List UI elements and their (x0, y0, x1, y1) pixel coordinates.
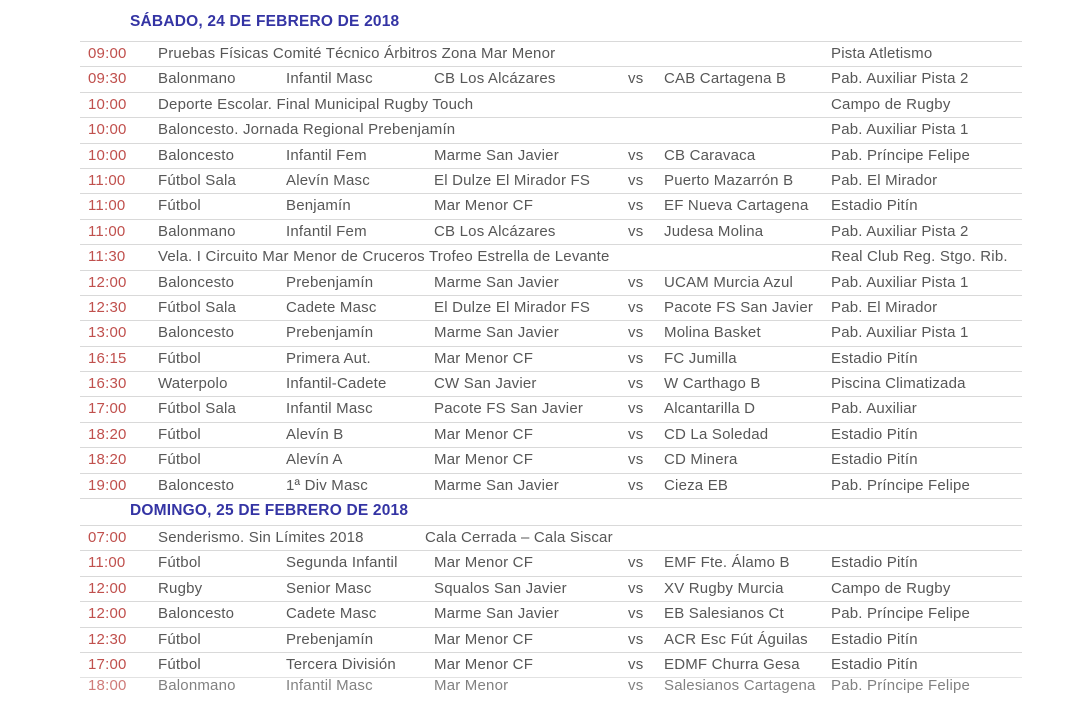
event-venue: Pab. Auxiliar (831, 400, 917, 418)
event-home-team: Mar Menor (434, 677, 509, 695)
event-time: 19:00 (88, 476, 127, 494)
event-category: Infantil Fem (286, 146, 367, 164)
event-category: Infantil Masc (286, 400, 373, 418)
vs-label: vs (628, 375, 644, 393)
vs-label: vs (628, 451, 644, 469)
event-sport: Fútbol (158, 197, 201, 215)
event-description: Baloncesto. Jornada Regional Prebenjamín (158, 121, 456, 139)
event-category: Prebenjamín (286, 630, 374, 648)
event-time: 11:00 (88, 222, 126, 240)
event-sport: Baloncesto (158, 476, 235, 494)
event-venue: Pab. Príncipe Felipe (831, 677, 971, 695)
schedule-row (80, 447, 1022, 472)
event-sport: Fútbol (158, 554, 201, 572)
event-sport: Fútbol (158, 655, 201, 673)
schedule-row (80, 627, 1022, 652)
event-home-team: Pacote FS San Javier (434, 400, 584, 418)
event-sport: Baloncesto (158, 605, 235, 623)
event-time: 07:00 (88, 529, 127, 546)
event-venue: Real Club Reg. Stgo. Rib. (831, 248, 1008, 266)
schedule-row (80, 396, 1022, 421)
event-time: 11:00 (88, 197, 126, 215)
event-time: 12:00 (88, 273, 127, 291)
event-time: 12:00 (88, 605, 127, 623)
vs-label: vs (628, 171, 644, 189)
vs-label: vs (628, 425, 644, 443)
event-time: 11:30 (88, 248, 126, 266)
event-category: Infantil-Cadete (286, 375, 387, 393)
event-venue: Pab. Auxiliar Pista 1 (831, 121, 969, 139)
event-venue: Campo de Rugby (831, 95, 951, 113)
event-home-team: Squalos San Javier (434, 579, 567, 597)
vs-label: vs (628, 579, 644, 597)
event-venue: Pab. El Mirador (831, 298, 938, 316)
event-venue: Estadio Pitín (831, 554, 918, 572)
event-venue: Estadio Pitín (831, 349, 918, 367)
event-time: 11:00 (88, 171, 126, 189)
event-venue: Estadio Pitín (831, 197, 918, 215)
vs-label: vs (628, 605, 644, 623)
event-sport: Baloncesto (158, 324, 235, 342)
event-away-team: CD La Soledad (664, 425, 769, 443)
schedule-row (80, 295, 1022, 320)
event-home-team: Mar Menor CF (434, 630, 534, 648)
event-time: 12:00 (88, 579, 127, 597)
vs-label: vs (628, 655, 644, 673)
event-away-team: EF Nueva Cartagena (664, 197, 809, 215)
event-sport: Balonmano (158, 70, 236, 88)
saturday-section-title: SÁBADO, 24 DE FEBRERO DE 2018 (130, 13, 400, 30)
schedule-row (80, 422, 1022, 447)
event-category: Infantil Masc (286, 677, 373, 695)
vs-label: vs (628, 677, 644, 695)
event-home-team: CW San Javier (434, 375, 537, 393)
event-away-team: Salesianos Cartagena (664, 677, 816, 695)
event-category: Prebenjamín (286, 324, 374, 342)
event-category: Prebenjamín (286, 273, 374, 291)
event-description: Vela. I Circuito Mar Menor de Cruceros Trofeo Estrella de Levante (158, 248, 610, 266)
event-venue: Piscina Climatizada (831, 375, 966, 393)
sunday-section-title: DOMINGO, 25 DE FEBRERO DE 2018 (130, 502, 409, 519)
schedule-row (80, 41, 1022, 66)
event-away-team: EMF Fte. Álamo B (664, 554, 790, 572)
event-home-team: El Dulze El Mirador FS (434, 171, 591, 189)
event-time: 12:30 (88, 630, 127, 648)
schedule-row (80, 525, 1022, 550)
event-category: 1ª Div Masc (286, 476, 368, 494)
event-away-team: Alcantarilla D (664, 400, 756, 418)
event-time: 11:00 (88, 554, 126, 572)
event-category: Senior Masc (286, 579, 372, 597)
event-away-team: Puerto Mazarrón B (664, 171, 794, 189)
event-sport: Fútbol (158, 630, 201, 648)
vs-label: vs (628, 400, 644, 418)
event-time: 16:30 (88, 375, 127, 393)
event-home-team: Mar Menor CF (434, 197, 534, 215)
event-category: Cadete Masc (286, 605, 377, 623)
event-home-team: CB Los Alcázares (434, 222, 556, 240)
event-away-team: ACR Esc Fút Águilas (664, 630, 808, 648)
event-time: 17:00 (88, 400, 127, 418)
vs-label: vs (628, 349, 644, 367)
event-home-team: Marme San Javier (434, 476, 559, 494)
vs-label: vs (628, 298, 644, 316)
vs-label: vs (628, 222, 644, 240)
event-sport: Balonmano (158, 677, 236, 695)
event-time: 13:00 (88, 324, 127, 342)
event-venue: Estadio Pitín (831, 451, 918, 469)
event-home-team: Marme San Javier (434, 605, 559, 623)
schedule-row (80, 143, 1022, 168)
event-time: 16:15 (88, 349, 127, 367)
event-time: 18:00 (88, 677, 127, 695)
event-sport: Balonmano (158, 222, 236, 240)
event-category: Infantil Masc (286, 70, 373, 88)
event-category: Infantil Fem (286, 222, 367, 240)
event-description: Senderismo. Sin Límites 2018 (158, 529, 364, 546)
vs-label: vs (628, 476, 644, 494)
event-category: Tercera División (286, 655, 396, 673)
schedule-row (80, 473, 1022, 498)
event-venue: Pab. Auxiliar Pista 2 (831, 70, 969, 88)
event-venue: Estadio Pitín (831, 630, 918, 648)
event-home-team: Marme San Javier (434, 146, 559, 164)
event-time: 10:00 (88, 121, 127, 139)
event-home-team: Marme San Javier (434, 273, 559, 291)
event-venue: Estadio Pitín (831, 655, 918, 673)
event-sport: Fútbol Sala (158, 298, 237, 316)
vs-label: vs (628, 630, 644, 648)
schedule-row (80, 219, 1022, 244)
event-away-team: CAB Cartagena B (664, 70, 787, 88)
schedule-row (80, 92, 1022, 117)
event-time: 17:00 (88, 655, 127, 673)
event-sport: Fútbol (158, 451, 201, 469)
event-category: Alevín Masc (286, 171, 370, 189)
event-time: 10:00 (88, 146, 127, 164)
schedule-row (80, 244, 1022, 269)
event-sport: Fútbol (158, 425, 201, 443)
event-away-team: W Carthago B (664, 375, 761, 393)
event-description-location: Cala Cerrada – Cala Siscar (425, 529, 613, 546)
event-away-team: Molina Basket (664, 324, 761, 342)
schedule-row (80, 550, 1022, 575)
saturday-schedule-table (80, 41, 1022, 499)
event-category: Alevín A (286, 451, 343, 469)
schedule-row (80, 270, 1022, 295)
event-sport: Baloncesto (158, 146, 235, 164)
schedule-row (80, 117, 1022, 142)
event-away-team: XV Rugby Murcia (664, 579, 784, 597)
event-time: 09:00 (88, 45, 127, 62)
event-home-team: Mar Menor CF (434, 349, 534, 367)
event-home-team: Marme San Javier (434, 324, 559, 342)
event-sport: Fútbol Sala (158, 400, 237, 418)
event-description: Pruebas Físicas Comité Técnico Árbitros Zona Mar Menor (158, 45, 556, 62)
event-away-team: EB Salesianos Ct (664, 605, 784, 623)
event-description: Deporte Escolar. Final Municipal Rugby Touch (158, 95, 474, 113)
event-venue: Estadio Pitín (831, 425, 918, 443)
event-category: Cadete Masc (286, 298, 377, 316)
schedule-row (80, 601, 1022, 626)
event-time: 09:30 (88, 70, 127, 88)
schedule-row (80, 193, 1022, 218)
schedule-row (80, 66, 1022, 91)
schedule-row (80, 168, 1022, 193)
vs-label: vs (628, 70, 644, 88)
vs-label: vs (628, 324, 644, 342)
event-sport: Fútbol (158, 349, 201, 367)
vs-label: vs (628, 554, 644, 572)
event-home-team: Mar Menor CF (434, 554, 534, 572)
event-category: Alevín B (286, 425, 344, 443)
event-category: Primera Aut. (286, 349, 371, 367)
vs-label: vs (628, 146, 644, 164)
event-away-team: CB Caravaca (664, 146, 756, 164)
event-sport: Waterpolo (158, 375, 228, 393)
schedule-row (80, 576, 1022, 601)
event-home-team: CB Los Alcázares (434, 70, 556, 88)
event-home-team: El Dulze El Mirador FS (434, 298, 591, 316)
schedule-row (80, 677, 1022, 702)
event-away-team: Cieza EB (664, 476, 729, 494)
event-home-team: Mar Menor CF (434, 425, 534, 443)
event-sport: Baloncesto (158, 273, 235, 291)
event-venue: Pab. Auxiliar Pista 1 (831, 273, 969, 291)
event-away-team: CD Minera (664, 451, 738, 469)
event-venue: Campo de Rugby (831, 579, 951, 597)
event-home-team: Mar Menor CF (434, 451, 534, 469)
schedule-row (80, 346, 1022, 371)
event-time: 12:30 (88, 298, 127, 316)
event-venue: Pab. Príncipe Felipe (831, 476, 971, 494)
event-time: 18:20 (88, 451, 127, 469)
event-away-team: EDMF Churra Gesa (664, 655, 800, 673)
event-venue: Pab. Príncipe Felipe (831, 605, 971, 623)
vs-label: vs (628, 197, 644, 215)
event-away-team: UCAM Murcia Azul (664, 273, 794, 291)
event-venue: Pista Atletismo (831, 45, 933, 62)
event-venue: Pab. Príncipe Felipe (831, 146, 971, 164)
event-category: Benjamín (286, 197, 351, 215)
event-category: Segunda Infantil (286, 554, 398, 572)
event-time: 18:20 (88, 425, 127, 443)
event-home-team: Mar Menor CF (434, 655, 534, 673)
sunday-schedule-table (80, 525, 1022, 703)
event-venue: Pab. El Mirador (831, 171, 938, 189)
event-away-team: FC Jumilla (664, 349, 737, 367)
vs-label: vs (628, 273, 644, 291)
schedule-row (80, 320, 1022, 345)
schedule-row (80, 371, 1022, 396)
event-sport: Fútbol Sala (158, 171, 237, 189)
event-away-team: Pacote FS San Javier (664, 298, 814, 316)
event-venue: Pab. Auxiliar Pista 1 (831, 324, 969, 342)
event-venue: Pab. Auxiliar Pista 2 (831, 222, 969, 240)
event-away-team: Judesa Molina (664, 222, 764, 240)
event-time: 10:00 (88, 95, 127, 113)
event-sport: Rugby (158, 579, 203, 597)
